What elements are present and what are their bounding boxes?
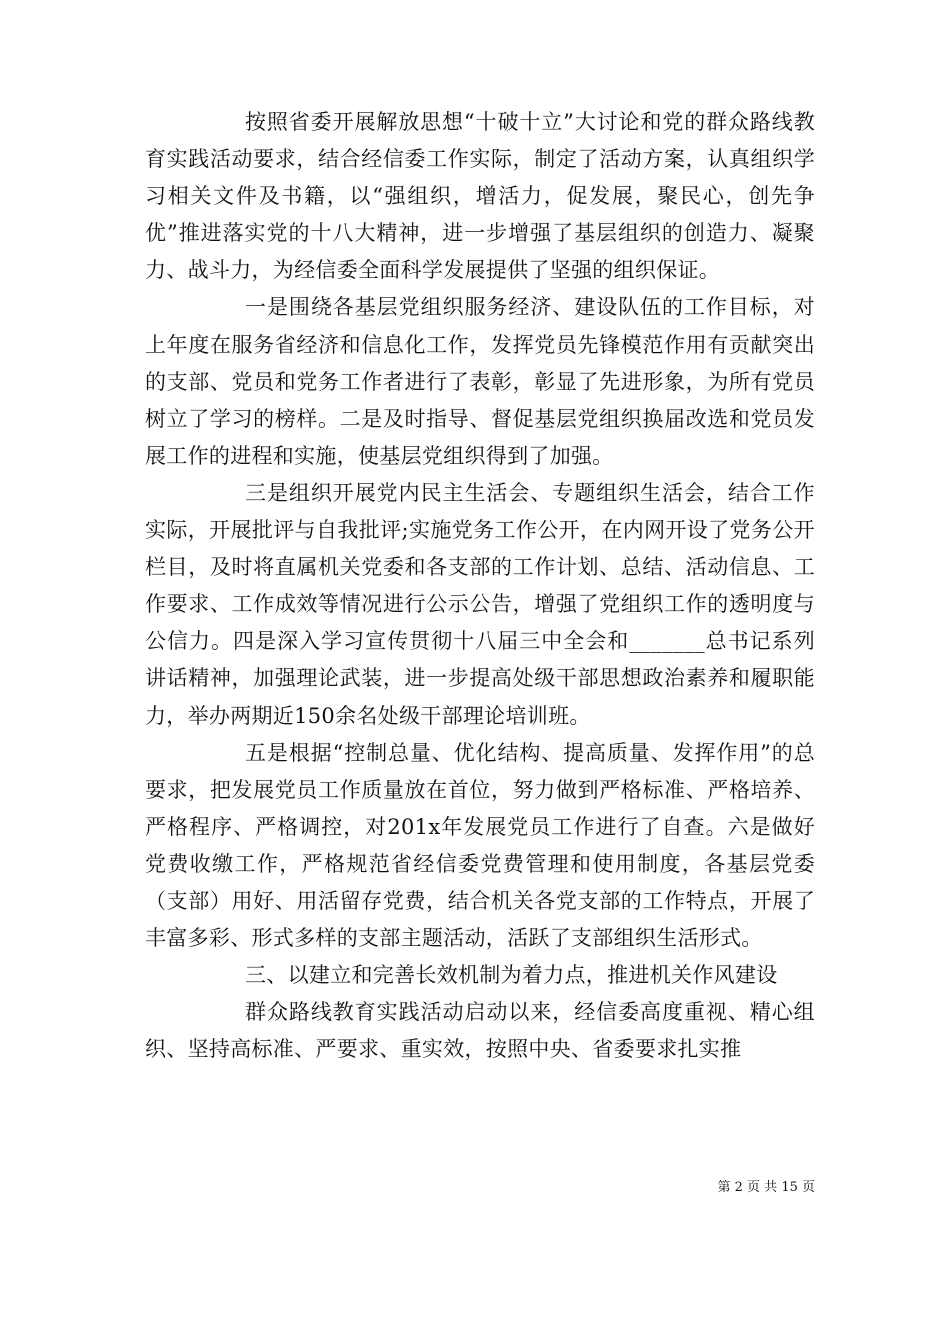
paragraph-intro: 按照省委开展解放思想“十破十立”大讨论和党的群众路线教育实践活动要求，结合经信委工作实际，制定了活动方案，认真组织学习相关文件及书籍，以“强组织，增活力，促发展，聚民心，创先争优”推进落实党的十八大精神，进一步增强了基层组织的创造力、凝聚力、战斗力，为经信委全面科学发展提供了坚强的组织保证。 <box>145 110 815 283</box>
paragraph-section-three-body: 群众路线教育实践活动启动以来，经信委高度重视、精心组织、坚持高标准、严要求、重实效，按照中央、省委要求扎实推 <box>145 1000 815 1062</box>
paragraph-item-three-four: 三是组织开展党内民主生活会、专题组织生活会，结合工作实际，开展批评与自我批评;实施党务工作公开，在内网开设了党务公开栏目，及时将直属机关党委和各支部的工作计划、总结、活动信息、工作要求、工作成效等情况进行公示公告，增强了党组织工作的透明度与公信力。四是深入学习宣传贯彻十八届三中全会和_______总书记系列讲话精神，加强理论武装，进一步提高处级干部思想政治素养和履职能力，举办两期近150余名处级干部理论培训班。 <box>145 480 815 728</box>
page-number-footer: 第 2 页 共 15 页 <box>717 1180 815 1195</box>
paragraph-item-one-two: 一是围绕各基层党组织服务经济、建设队伍的工作目标，对上年度在服务省经济和信息化工作，发挥党员先锋模范作用有贡献突出的支部、党员和党务工作者进行了表彰，彰显了先进形象，为所有党员树立了学习的榜样。二是及时指导、督促基层党组织换届改选和党员发展工作的进程和实施，使基层党组织得到了加强。 <box>145 295 815 468</box>
section-heading: 三、以建立和完善长效机制为着力点，推进机关作风建设 <box>245 963 778 988</box>
paragraph-item-five-six: 五是根据“控制总量、优化结构、提高质量、发挥作用”的总要求，把发展党员工作质量放在首位，努力做到严格标准、严格培养、严格程序、严格调控，对201x年发展党员工作进行了自查。六是做好党费收缴工作，严格规范省经信委党费管理和使用制度，各基层党委（支部）用好、用活留存党费，结合机关各党支部的工作特点，开展了丰富多彩、形式多样的支部主题活动，活跃了支部组织生活形式。 <box>145 740 815 951</box>
document-body <box>145 104 815 1068</box>
